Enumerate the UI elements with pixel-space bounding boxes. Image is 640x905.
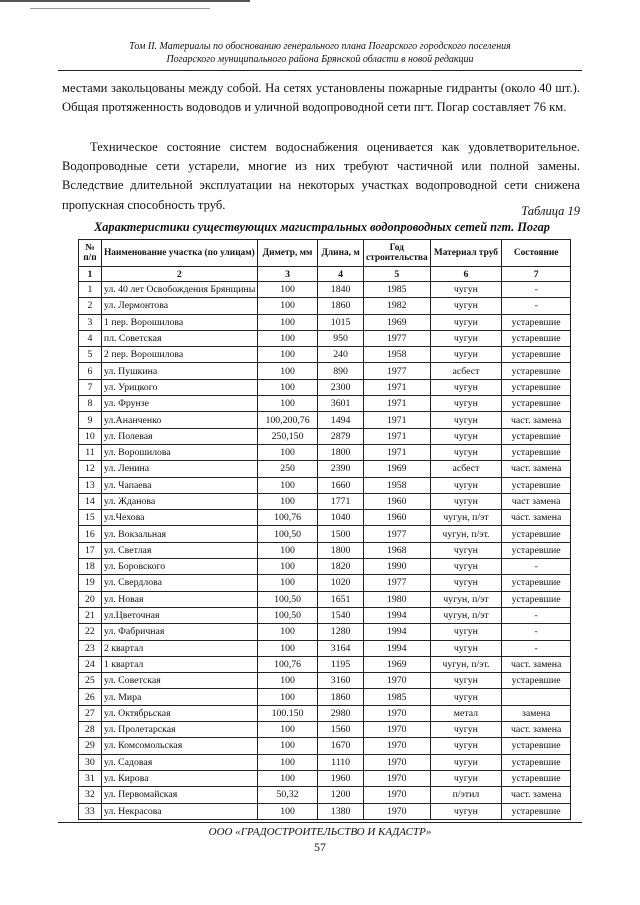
table-cell: 1560 [318,722,364,738]
table-cell: част замена [502,493,571,509]
table-cell: 23 [79,640,102,656]
table-cell: - [502,559,571,575]
water-network-table [78,239,571,820]
table-cell: 1970 [363,738,430,754]
table-cell: 1980 [363,591,430,607]
table-cell: чугун [430,477,502,493]
table-cell: ул. Ворошилова [101,444,257,460]
table-cell: 1968 [363,542,430,558]
table-cell: 14 [79,493,102,509]
table-cell: асбест [430,363,502,379]
table-row [79,607,571,623]
table-cell: устаревшие [502,428,571,444]
table-cell: 1970 [363,787,430,803]
table-row [79,428,571,444]
column-number: 2 [101,267,257,282]
table-cell: 100,50 [257,591,317,607]
table-cell: 1969 [363,461,430,477]
table-cell: 30 [79,754,102,770]
table-cell: 1971 [363,379,430,395]
table-row [79,379,571,395]
table-title: Характеристики существующих магистральных водопроводных сетей пгт. Погар [94,220,550,234]
column-number: 6 [430,267,502,282]
table-cell: ул. Светлая [101,542,257,558]
table-cell: 1960 [318,770,364,786]
table-cell: 28 [79,722,102,738]
scan-edge-line [0,0,250,2]
header-cell: Материал труб [430,240,502,267]
column-number-row [79,267,571,282]
table-cell: чугун [430,575,502,591]
table-cell: 100,50 [257,526,317,542]
table-row [79,689,571,705]
table-row [79,722,571,738]
table-cell: 250 [257,461,317,477]
table-cell: 1195 [318,656,364,672]
header-cell: Диметр, мм [257,240,317,267]
table-cell: 1840 [318,282,364,298]
table-cell: 100 [257,722,317,738]
paragraph: местами закольцованы между собой. На сетях установлены пожарные гидранты (около 40 шт.). Общая протяженность водоводов и уличной водопроводной сети пгт. Погар составляет 76 км. [62,81,580,115]
table-cell: 1970 [363,803,430,819]
column-number: 1 [79,267,102,282]
table-cell: 100 [257,673,317,689]
table-cell: част. замена [502,461,571,477]
table-cell: 1651 [318,591,364,607]
table-header-row [79,240,571,267]
table-cell: 2390 [318,461,364,477]
table-row [79,396,571,412]
table-cell: 100 [257,624,317,640]
table-cell: - [502,282,571,298]
table-row [79,412,571,428]
table-cell: устаревшие [502,673,571,689]
running-header [60,40,580,66]
table-cell: 1994 [363,607,430,623]
table-cell: 2879 [318,428,364,444]
table-cell: 3601 [318,396,364,412]
table-cell: ул. Кирова [101,770,257,786]
table-cell: метал [430,705,502,721]
table-cell: 100 [257,379,317,395]
table-row [79,347,571,363]
table-cell: 1971 [363,396,430,412]
footer-org: ООО «ГРАДОСТРОИТЕЛЬСТВО И КАДАСТР» [208,826,432,838]
table-cell: ул. Садовая [101,754,257,770]
table-cell: ул. Чапаева [101,477,257,493]
table-cell: ул. Полевая [101,428,257,444]
table-cell: 26 [79,689,102,705]
table-row [79,705,571,721]
table-cell: устаревшие [502,526,571,542]
table-cell: 1977 [363,363,430,379]
table-cell: 1860 [318,298,364,314]
table-cell: чугун [430,347,502,363]
table-cell: чугун [430,428,502,444]
table-cell: ул.Чехова [101,510,257,526]
table-cell: 3164 [318,640,364,656]
table-cell: 100 [257,738,317,754]
table-cell: ул. Комсомольская [101,738,257,754]
table-cell: - [502,624,571,640]
table-number: Таблица 19 [521,204,580,218]
table-cell: чугун, п/эт [430,510,502,526]
column-number: 3 [257,267,317,282]
table-cell: 100 [257,314,317,330]
table-cell: устаревшие [502,396,571,412]
table-cell: устаревшие [502,477,571,493]
table-cell: 100 [257,493,317,509]
table-row [79,754,571,770]
table-cell: 2300 [318,379,364,395]
table-cell: 1 [79,282,102,298]
table-cell: 1969 [363,656,430,672]
table-cell: чугун [430,330,502,346]
header-cell: № п/п [79,240,102,267]
table-cell: ул.Цветочная [101,607,257,623]
table-cell: чугун [430,803,502,819]
table-cell: 2 квартал [101,640,257,656]
scan-edge-line [30,8,210,9]
table-cell: 1982 [363,298,430,314]
table-cell: 1380 [318,803,364,819]
table-cell: 1970 [363,754,430,770]
table-cell [502,689,571,705]
table-cell: 1977 [363,330,430,346]
table-cell: устаревшие [502,347,571,363]
table-cell: чугун [430,673,502,689]
table-cell: 1110 [318,754,364,770]
table-cell: 4 [79,330,102,346]
table-cell: 1771 [318,493,364,509]
header-line-1: Том II. Материалы по обоснованию генерального плана Погарского городского поселения [129,41,511,52]
table-cell: 2 пер. Ворошилова [101,347,257,363]
table-cell: 100 [257,282,317,298]
table-cell: ул. Вокзальная [101,526,257,542]
table-cell: 5 [79,347,102,363]
table-cell: 32 [79,787,102,803]
table-row [79,656,571,672]
table-cell: 100 [257,477,317,493]
table-cell: ул. Октябрьская [101,705,257,721]
table-cell: 240 [318,347,364,363]
header-line-2: Погарского муниципального района Брянской области в новой редакции [166,54,474,65]
table-cell: ул. 40 лет Освобождения Брянщины [101,282,257,298]
table-cell: - [502,298,571,314]
table-cell: 19 [79,575,102,591]
table-cell: устаревшие [502,803,571,819]
table-cell: 1660 [318,477,364,493]
table-cell: чугун [430,559,502,575]
table-cell: 250,150 [257,428,317,444]
table-cell: 2980 [318,705,364,721]
table-cell: 7 [79,379,102,395]
table-cell: 1977 [363,575,430,591]
table-cell: ул. Жданова [101,493,257,509]
table-cell: част. замена [502,412,571,428]
table-cell: устаревшие [502,379,571,395]
table-cell: ул. Новая [101,591,257,607]
table-cell: 13 [79,477,102,493]
table-row [79,298,571,314]
table-cell: 950 [318,330,364,346]
table-cell: ул. Пушкина [101,363,257,379]
table-cell: 21 [79,607,102,623]
table-cell: чугун [430,722,502,738]
table-cell: 15 [79,510,102,526]
table-cell: 100.150 [257,705,317,721]
table-cell: 12 [79,461,102,477]
table-cell: устаревшие [502,754,571,770]
table-cell: 100 [257,770,317,786]
table-cell: асбест [430,461,502,477]
table-cell: 1994 [363,624,430,640]
table-cell: 100 [257,542,317,558]
table-cell: 100,76 [257,510,317,526]
table-cell: чугун, п/эт [430,591,502,607]
table-cell: 1540 [318,607,364,623]
table-row [79,591,571,607]
table-cell: 890 [318,363,364,379]
table-body [79,282,571,820]
table-cell: 1985 [363,689,430,705]
table-cell: чугун [430,542,502,558]
table-cell: 100 [257,347,317,363]
table-cell: чугун [430,396,502,412]
table-cell: 100 [257,803,317,819]
table-cell: 1985 [363,282,430,298]
table-row [79,510,571,526]
table-cell: 1670 [318,738,364,754]
table-cell: 27 [79,705,102,721]
table-cell: 100 [257,363,317,379]
table-cell: ул. Свердлова [101,575,257,591]
header-cell: Состояние [502,240,571,267]
table-cell: чугун, п/эт. [430,656,502,672]
table-cell: ул. Первомайская [101,787,257,803]
table-cell: устаревшие [502,314,571,330]
table-cell: замена [502,705,571,721]
table-cell: 1800 [318,542,364,558]
table-cell: чугун [430,689,502,705]
table-cell: 1970 [363,722,430,738]
table-cell: 1971 [363,444,430,460]
table-row [79,330,571,346]
table-cell: 1970 [363,770,430,786]
table-cell: 100,50 [257,607,317,623]
table-row [79,803,571,819]
table-cell: 11 [79,444,102,460]
table-cell: устаревшие [502,444,571,460]
table-row [79,575,571,591]
table-cell: 100 [257,640,317,656]
column-number: 5 [363,267,430,282]
table-cell: устаревшие [502,330,571,346]
table-row [79,673,571,689]
table-cell: част. замена [502,787,571,803]
table-cell: устаревшие [502,363,571,379]
table-row [79,477,571,493]
table-cell: част. замена [502,510,571,526]
table-row [79,542,571,558]
table-cell: 3160 [318,673,364,689]
table-cell: ул. Мира [101,689,257,705]
table-cell: част. замена [502,656,571,672]
table-cell: 100 [257,444,317,460]
table-cell: ул. Советская [101,673,257,689]
table-cell: чугун [430,624,502,640]
table-cell: 6 [79,363,102,379]
table-row [79,282,571,298]
table-cell: устаревшие [502,770,571,786]
table-cell: 100,76 [257,656,317,672]
table-cell: 1958 [363,347,430,363]
table-cell: 1970 [363,673,430,689]
table-cell: 29 [79,738,102,754]
table-cell: 1040 [318,510,364,526]
table-row [79,624,571,640]
table-cell: чугун, п/эт [430,607,502,623]
table-row [79,787,571,803]
table-cell: 1820 [318,559,364,575]
table-cell: 100 [257,689,317,705]
table-cell: 1 пер. Ворошилова [101,314,257,330]
table-row [79,640,571,656]
table-cell: - [502,640,571,656]
table-cell: 1971 [363,412,430,428]
table-cell: 100 [257,575,317,591]
table-cell: 1969 [363,314,430,330]
table-cell: част. замена [502,722,571,738]
table-cell: 20 [79,591,102,607]
table-cell: 10 [79,428,102,444]
table-cell: чугун [430,738,502,754]
table-cell: 1990 [363,559,430,575]
table-cell: 100 [257,754,317,770]
table-row [79,770,571,786]
paragraph: Техническое состояние систем водоснабжения оценивается как удовлетворительное. Водопроводные сети устарели, многие из них требуют частичной или полной замены. Вследствие длительной эксплуатации на некоторых участках водопроводной сети снижена пропускная способность труб. [62,140,580,212]
table-cell: 1280 [318,624,364,640]
table-cell: 16 [79,526,102,542]
table-cell: чугун [430,754,502,770]
table-cell: 1800 [318,444,364,460]
table-cell: 100 [257,298,317,314]
table-cell: устаревшие [502,738,571,754]
table-cell: 1970 [363,705,430,721]
table-cell: чугун [430,770,502,786]
table-cell: пл. Советская [101,330,257,346]
table-cell: - [502,607,571,623]
header-cell: Год строительства [363,240,430,267]
table-cell: ул. Боровского [101,559,257,575]
table-cell: 33 [79,803,102,819]
table-cell: 1015 [318,314,364,330]
table-cell: чугун [430,493,502,509]
table-cell: 8 [79,396,102,412]
table-cell: чугун [430,412,502,428]
table-cell: чугун [430,282,502,298]
table-cell: ул.Ананченко [101,412,257,428]
table-cell: 22 [79,624,102,640]
table-cell: 1200 [318,787,364,803]
table-cell: чугун [430,379,502,395]
table-row [79,363,571,379]
table-cell: ул. Некрасова [101,803,257,819]
table-cell: 9 [79,412,102,428]
table-row [79,526,571,542]
table-cell: 50,32 [257,787,317,803]
table-cell: ул. Лермонтова [101,298,257,314]
table-cell: 100 [257,330,317,346]
table-cell: ул. Ленина [101,461,257,477]
footer-rule [58,822,582,823]
header-cell: Длина, м [318,240,364,267]
table-cell: 31 [79,770,102,786]
table-cell: 1994 [363,640,430,656]
table-cell: 24 [79,656,102,672]
table-cell: 1020 [318,575,364,591]
table-cell: устаревшие [502,575,571,591]
table-cell: 1977 [363,526,430,542]
table-cell: 1500 [318,526,364,542]
table-cell: 1860 [318,689,364,705]
header-cell: Наименование участка (по улицам) [101,240,257,267]
table-cell: 1 квартал [101,656,257,672]
table-row [79,444,571,460]
table-cell: 3 [79,314,102,330]
table-cell: 100 [257,396,317,412]
table-cell: п/этил [430,787,502,803]
table-cell: чугун [430,640,502,656]
table-row [79,493,571,509]
table-cell: чугун [430,298,502,314]
column-number: 7 [502,267,571,282]
table-cell: 100 [257,559,317,575]
table-cell: 1971 [363,428,430,444]
column-number: 4 [318,267,364,282]
page-number: 57 [314,840,326,854]
table-cell: чугун, п/эт. [430,526,502,542]
table-cell: ул. Фабричная [101,624,257,640]
table-cell: 25 [79,673,102,689]
table-cell: 1960 [363,510,430,526]
table-cell: 18 [79,559,102,575]
table-cell: 2 [79,298,102,314]
table-cell: 1958 [363,477,430,493]
table-cell: ул. Пролетарская [101,722,257,738]
table-row [79,559,571,575]
table-cell: ул. Фрунзе [101,396,257,412]
table-row [79,461,571,477]
table-row [79,738,571,754]
table-cell: 1494 [318,412,364,428]
table-cell: устаревшие [502,591,571,607]
table-cell: 100,200,76 [257,412,317,428]
table-row [79,314,571,330]
table-cell: 17 [79,542,102,558]
table-cell: ул. Урицкого [101,379,257,395]
header-rule [58,70,582,71]
table-cell: чугун [430,314,502,330]
table-cell: чугун [430,444,502,460]
table-cell: устаревшие [502,542,571,558]
table-cell: 1960 [363,493,430,509]
